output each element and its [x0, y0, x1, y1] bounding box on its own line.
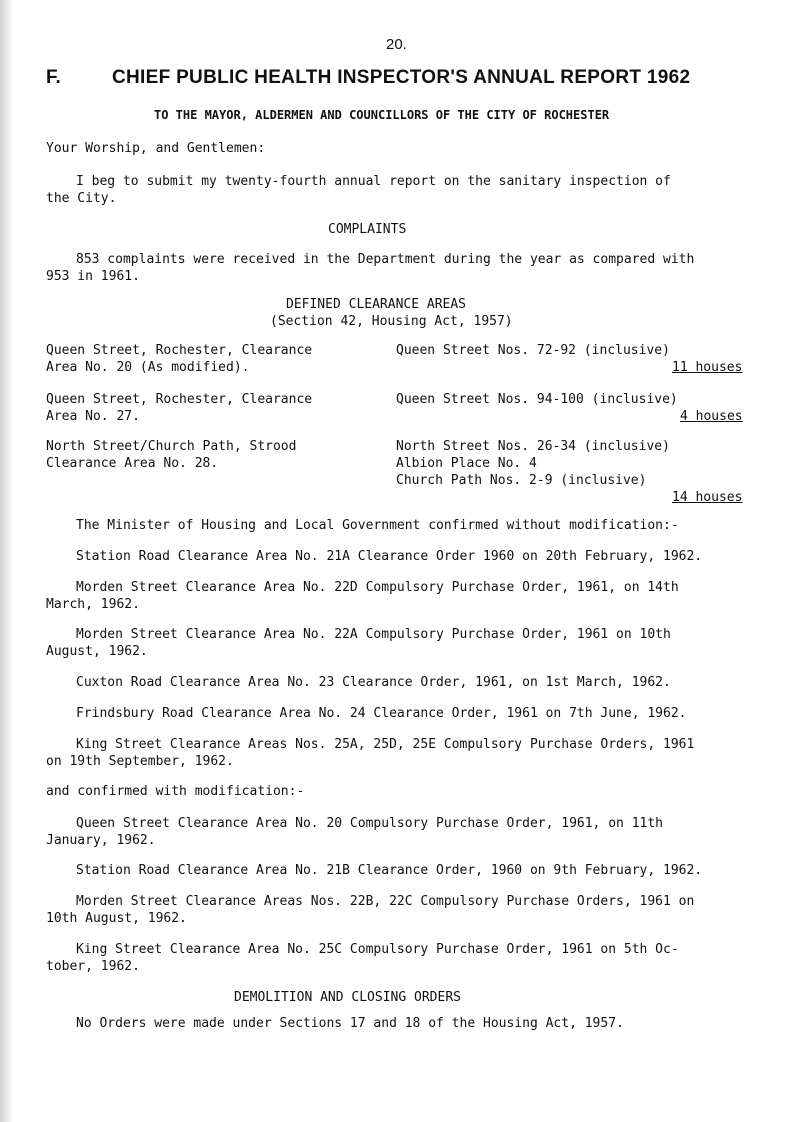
clearance-heading: DEFINED CLEARANCE AREAS [286, 297, 467, 312]
order-king-street-25-line-1: King Street Clearance Areas Nos. 25A, 25D, 25E Compulsory Purchase Orders, 1961 [76, 737, 695, 752]
order-morden-22a-line-1: Morden Street Clearance Area No. 22A Compulsory Purchase Order, 1961 on 10th [76, 627, 671, 642]
area-1-houses: 11 houses [672, 360, 743, 375]
demolition-heading: DEMOLITION AND CLOSING ORDERS [234, 990, 461, 1005]
area-3-streets-1: North Street Nos. 26-34 (inclusive) [396, 439, 670, 454]
order-morden-22d-line-2: March, 1962. [46, 597, 140, 612]
report-heading: CHIEF PUBLIC HEALTH INSPECTOR'S ANNUAL REPORT 1962 [112, 67, 691, 88]
order-king-street-25c-line-2: tober, 1962. [46, 959, 140, 974]
order-frindsbury-24: Frindsbury Road Clearance Area No. 24 Clearance Order, 1961 on 7th June, 1962. [76, 706, 687, 721]
order-king-street-25-line-2: on 19th September, 1962. [46, 754, 234, 769]
area-3-streets-2: Albion Place No. 4 [396, 456, 537, 471]
scan-edge-shadow [0, 0, 14, 1122]
area-1-name-line-1: Queen Street, Rochester, Clearance [46, 343, 313, 358]
area-3-name-line-2: Clearance Area No. 28. [46, 456, 219, 471]
order-station-road-21b: Station Road Clearance Area No. 21B Clearance Order, 1960 on 9th February, 1962. [76, 863, 703, 878]
addressee-line: TO THE MAYOR, ALDERMEN AND COUNCILLORS OF THE CITY OF ROCHESTER [154, 108, 610, 122]
area-2-streets: Queen Street Nos. 94-100 (inclusive) [396, 392, 678, 407]
order-station-road-21a: Station Road Clearance Area No. 21A Clearance Order 1960 on 20th February, 1962. [76, 549, 703, 564]
order-morden-22d-line-1: Morden Street Clearance Area No. 22D Compulsory Purchase Order, 1961, on 14th [76, 580, 679, 595]
demolition-text: No Orders were made under Sections 17 and 18 of the Housing Act, 1957. [76, 1016, 624, 1031]
intro-line-1: I beg to submit my twenty-fourth annual report on the sanitary inspection of [76, 174, 671, 189]
complaints-heading: COMPLAINTS [328, 222, 407, 237]
order-morden-22b-22c-line-2: 10th August, 1962. [46, 911, 187, 926]
order-morden-22a-line-2: August, 1962. [46, 644, 148, 659]
complaints-line-1: 853 complaints were received in the Department during the year as compared with [76, 252, 695, 267]
confirmed-with-intro: and confirmed with modification:- [46, 784, 305, 799]
area-3-houses: 14 houses [672, 490, 743, 505]
page-number: 20. [386, 36, 407, 53]
order-king-street-25c-line-1: King Street Clearance Area No. 25C Compulsory Purchase Order, 1961 on 5th Oc- [76, 942, 679, 957]
complaints-line-2: 953 in 1961. [46, 269, 140, 284]
order-queen-20-line-2: January, 1962. [46, 833, 156, 848]
area-3-name-line-1: North Street/Church Path, Strood [46, 439, 297, 454]
order-cuxton-23: Cuxton Road Clearance Area No. 23 Clearance Order, 1961, on 1st March, 1962. [76, 675, 671, 690]
area-1-name-line-2: Area No. 20 (As modified). [46, 360, 250, 375]
section-letter: F. [46, 67, 61, 88]
order-morden-22b-22c-line-1: Morden Street Clearance Areas Nos. 22B, 22C Compulsory Purchase Orders, 1961 on [76, 894, 695, 909]
area-2-name-line-1: Queen Street, Rochester, Clearance [46, 392, 313, 407]
confirmed-intro: The Minister of Housing and Local Government confirmed without modification:- [76, 518, 679, 533]
order-queen-20-line-1: Queen Street Clearance Area No. 20 Compulsory Purchase Order, 1961, on 11th [76, 816, 663, 831]
area-3-streets-3: Church Path Nos. 2-9 (inclusive) [396, 473, 647, 488]
clearance-subheading: (Section 42, Housing Act, 1957) [270, 314, 513, 329]
intro-line-2: the City. [46, 191, 117, 206]
area-2-name-line-2: Area No. 27. [46, 409, 140, 424]
area-2-houses: 4 houses [680, 409, 743, 424]
salutation: Your Worship, and Gentlemen: [46, 141, 266, 156]
area-1-streets: Queen Street Nos. 72-92 (inclusive) [396, 343, 670, 358]
